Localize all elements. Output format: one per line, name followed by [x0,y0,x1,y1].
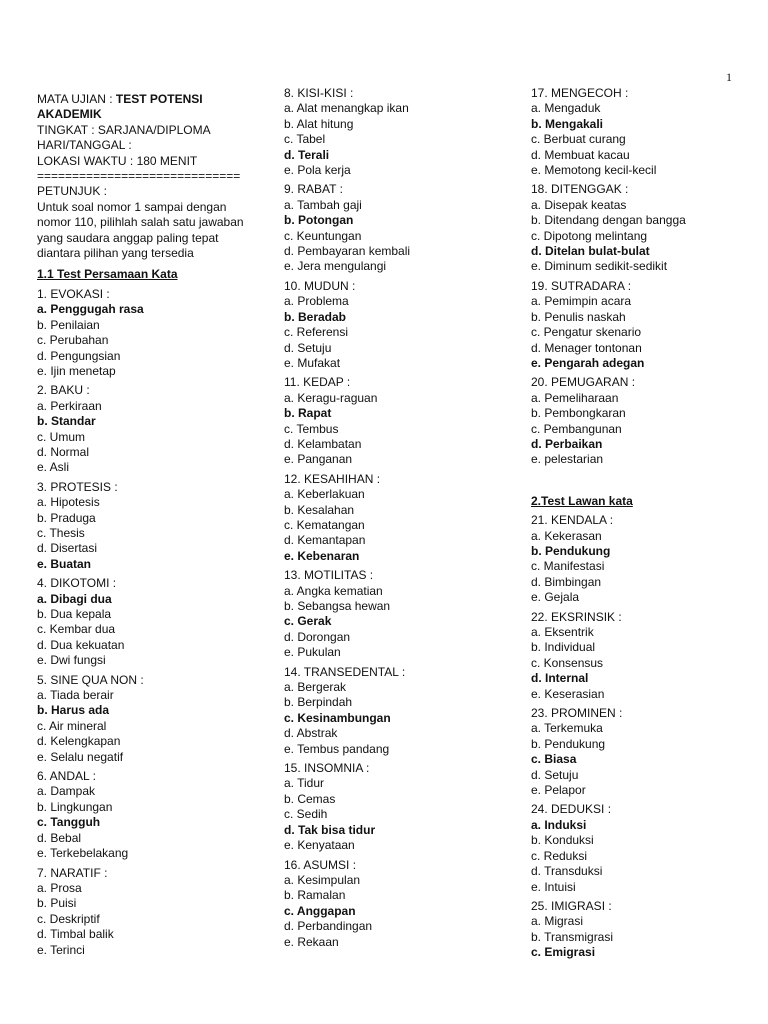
separator: ============================= [37,169,241,184]
question-block [284,375,504,467]
answer-option: d. Transduksi [531,864,603,879]
answer-option: a. Mengaduk [531,101,601,116]
question-block [37,287,252,379]
question-block [284,568,504,660]
answer-option-correct: c. Gerak [284,614,332,629]
answer-option: a. Angka kematian [284,583,383,598]
question-block [531,899,731,961]
answer-option: e. pelestarian [531,452,604,467]
column-3 [531,86,731,961]
question-block [531,182,731,274]
answer-option: a. Migrasi [531,914,584,929]
answer-option: c. Thesis [37,525,85,540]
instructions-line: yang saudara anggap paling tepat [37,230,219,245]
question-block [284,665,504,757]
answer-option: d. Membuat kacau [531,147,630,162]
answer-option: e. Terinci [37,942,85,957]
answer-option-correct: b. Rapat [284,406,332,421]
answer-option: e. Tembus pandang [284,741,390,756]
question-block [531,513,731,605]
answer-option: e. Memotong kecil-kecil [531,163,657,178]
answer-option: b. Puisi [37,896,77,911]
question-list [37,287,252,958]
question-text: 17. MENGECOH : [531,86,629,100]
answer-option-correct: d. Terali [284,147,330,162]
exam-level: TINGKAT : SARJANA/DIPLOMA [37,122,211,137]
exam-subject [37,92,252,107]
answer-option: d. Kemantapan [284,533,366,548]
section-title-synonyms: 1.1 Test Persamaan Kata [37,267,178,282]
question-text: 8. KISI-KISI : [284,86,354,100]
answer-option: e. Selalu negatif [37,749,124,764]
answer-option: d. Setuju [284,340,332,355]
answer-option-correct: b. Harus ada [37,703,110,718]
answer-option-correct: e. Kebenaran [284,548,360,563]
answer-option-correct: c. Tangguh [37,815,101,830]
question-block [284,279,504,371]
answer-option: e. Rekaan [284,934,339,949]
exam-header [37,92,252,261]
answer-option: d. Bimbingan [531,574,602,589]
answer-option: d. Menager tontonan [531,340,642,355]
answer-option: e. Pola kerja [284,163,351,178]
exam-subject-label: MATA UJIAN : [37,92,116,106]
answer-option: d. Timbal balik [37,927,114,942]
question-block [37,673,252,765]
answer-option: e. Keserasian [531,686,605,701]
answer-option: b. Ramalan [284,888,346,903]
answer-option: b. Kesalahan [284,502,355,517]
answer-option: e. Diminum sedikit-sedikit [531,259,668,274]
question-text: 14. TRANSEDENTAL : [284,664,406,679]
answer-option: e. Asli [37,460,70,475]
answer-option: e. Intuisi [531,879,576,894]
question-block [531,610,731,702]
answer-option-correct: d. Internal [531,671,589,686]
answer-option: e. Gejala [531,590,580,605]
answer-option: a. Disepak keatas [531,197,627,212]
answer-option: b. Cemas [284,791,336,806]
question-text: 11. KEDAP : [284,375,351,390]
column-2 [284,86,504,950]
answer-option: c. Tabel [284,132,326,147]
answer-option: a. Hipotesis [37,495,100,510]
answer-option: e. Terkebelakang [37,846,129,861]
answer-option: b. Lingkungan [37,799,113,814]
answer-option: c. Air mineral [37,718,107,733]
question-block [37,576,252,668]
answer-option: d. Dua kekuatan [37,637,125,652]
answer-option: d. Normal [37,444,90,459]
answer-option: a. Prosa [37,880,82,895]
instructions-label: PETUNJUK : [37,184,108,199]
question-list [531,86,731,468]
question-text: 16. ASUMSI : [284,857,357,872]
answer-option: b. Berpindah [284,695,353,710]
answer-option: c. Kembar dua [37,622,116,637]
answer-option: e. Pukulan [284,645,341,660]
answer-option: a. Kesimpulan [284,872,361,887]
question-text: 9. RABAT : [284,182,343,197]
question-list [531,513,731,960]
answer-option: c. Keuntungan [284,228,362,243]
question-text: 20. PEMUGARAN : [531,375,636,390]
answer-option: c. Dipotong melintang [531,228,648,243]
answer-option: d. Abstrak [284,726,338,741]
answer-option: b. Pembongkaran [531,406,626,421]
answer-option: b. Transmigrasi [531,929,614,944]
answer-option: b. Individual [531,640,596,655]
answer-option: c. Sedih [284,807,328,822]
answer-option: a. Pemeliharaan [531,390,619,405]
answer-option: d. Dorongan [284,629,351,644]
question-text: 2. BAKU : [37,383,90,398]
answer-option-correct: d. Perbaikan [531,436,603,451]
answer-option: e. Jera mengulangi [284,259,387,274]
answer-option-correct: a. Induksi [531,817,587,832]
answer-option: a. Perkiraan [37,398,102,413]
answer-option: d. Setuju [531,767,579,782]
answer-option: c. Deskriptif [37,911,100,926]
answer-option: e. Kenyataan [284,838,355,853]
answer-option: b. Konduksi [531,833,594,848]
answer-option: a. Dampak [37,784,96,799]
answer-option: a. Keberlakuan [284,487,365,502]
answer-option: e. Mufakat [284,355,341,370]
answer-option: a. Eksentrik [531,625,594,639]
answer-option: b. Pendukung [531,736,606,751]
answer-option: c. Pembangunan [531,421,622,436]
answer-option-correct: a. Dibagi dua [37,591,112,606]
answer-option-correct: e. Pengarah adegan [531,355,645,370]
answer-option: c. Pengatur skenario [531,325,642,340]
question-block [531,279,731,371]
answer-option: d. Kelambatan [284,436,362,451]
answer-option-correct: a. Penggugah rasa [37,302,144,317]
answer-option: a. Terkemuka [531,721,603,736]
answer-option: e. Dwi fungsi [37,653,106,668]
exam-date: HARI/TANGGAL : [37,138,132,153]
question-block [531,86,731,178]
answer-option: c. Konsensus [531,655,604,670]
question-text: 21. KENDALA : [531,513,614,528]
answer-option: a. Problema [284,294,349,309]
answer-option: e. Panganan [284,452,353,467]
answer-option: e. Ijin menetap [37,363,116,378]
question-text: 6. ANDAL : [37,769,96,784]
question-text: 22. EKSRINSIK : [531,609,622,624]
question-block [37,769,252,861]
instructions-line: nomor 110, pilihlah salah satu jawaban [37,215,244,230]
answer-option: c. Referensi [284,325,349,340]
exam-subject-value: TEST POTENSI [115,92,203,106]
answer-option: b. Penulis naskah [531,309,626,324]
question-block [37,866,252,958]
answer-option: c. Reduksi [531,848,588,863]
question-text: 7. NARATIF : [37,865,108,880]
answer-option: c. Perubahan [37,333,109,348]
answer-option: a. Tidur [284,776,325,791]
question-block [37,480,252,572]
answer-option: c. Umum [37,429,85,444]
exam-duration: LOKASI WAKTU : 180 MENIT [37,153,198,168]
section-title-antonyms: 2.Test Lawan kata [531,493,633,508]
question-list [284,86,504,950]
answer-option: b. Dua kepala [37,607,112,621]
answer-option-correct: b. Potongan [284,213,354,228]
answer-option: a. Keragu-raguan [284,390,378,405]
question-block [284,472,504,564]
answer-option-correct: d. Ditelan bulat-bulat [531,244,650,259]
answer-option: d. Bebal [37,830,82,845]
answer-option: a. Tambah gaji [284,197,362,212]
answer-option: d. Pengungsian [37,348,121,363]
question-text: 25. IMIGRASI : [531,898,612,913]
answer-option-correct: c. Biasa [531,752,577,767]
question-block [284,86,504,178]
answer-option: a. Kekerasan [531,528,602,543]
page-number: 1 [726,70,732,84]
question-text: 15. INSOMNIA : [284,761,370,776]
question-block [284,182,504,274]
question-text: 12. KESAHIHAN : [284,471,381,486]
instructions-line: Untuk soal nomor 1 sampai dengan [37,199,227,214]
answer-option: a. Tiada berair [37,688,114,703]
answer-option: a. Bergerak [284,680,347,695]
question-text: 19. SUTRADARA : [531,278,632,293]
question-block [531,706,731,798]
question-block [531,802,731,894]
question-block [531,375,731,467]
question-text: 13. MOTILITAS : [284,568,374,583]
answer-option-correct: b. Standar [37,414,96,429]
answer-option: b. Ditendang dengan bangga [531,213,686,228]
answer-option: e. Pelapor [531,783,586,798]
answer-option: b. Sebangsa hewan [284,599,391,613]
answer-option: c. Tembus [284,421,339,436]
column-1 [37,92,252,958]
answer-option: a. Pemimpin acara [531,294,632,309]
question-text: 18. DITENGGAK : [531,182,629,197]
question-block [284,761,504,853]
answer-option: d. Perbandingan [284,919,373,934]
question-text: 3. PROTESIS : [37,479,118,494]
answer-option: a. Alat menangkap ikan [284,101,409,116]
answer-option: d. Disertasi [37,541,98,556]
answer-option-correct: b. Pendukung [531,543,611,558]
answer-option: b. Penilaian [37,317,100,332]
question-text: 23. PROMINEN : [531,706,623,721]
question-text: 10. MUDUN : [284,278,356,293]
question-text: 1. EVOKASI : [37,286,110,301]
answer-option-correct: e. Buatan [37,556,92,571]
answer-option-correct: b. Mengakali [531,116,604,131]
question-block [284,858,504,950]
answer-option-correct: d. Tak bisa tidur [284,822,376,837]
answer-option: d. Kelengkapan [37,734,121,749]
question-text: 4. DIKOTOMI : [37,576,117,591]
answer-option: b. Praduga [37,510,96,525]
answer-option-correct: c. Kesinambungan [284,710,391,725]
question-text: 5. SINE QUA NON : [37,672,144,687]
answer-option: c. Berbuat curang [531,132,626,147]
answer-option: c. Manifestasi [531,559,605,574]
exam-subject-value-2: AKADEMIK [37,107,102,122]
answer-option-correct: c. Anggapan [284,903,356,918]
answer-option-correct: b. Beradab [284,309,347,324]
answer-option: d. Pembayaran kembali [284,244,411,259]
question-text: 24. DEDUKSI : [531,802,612,817]
answer-option-correct: c. Emigrasi [531,945,596,960]
answer-option: c. Kematangan [284,517,365,532]
instructions-line: diantara pilihan yang tersedia [37,246,194,261]
answer-option: b. Alat hitung [284,116,354,131]
question-block [37,383,252,475]
